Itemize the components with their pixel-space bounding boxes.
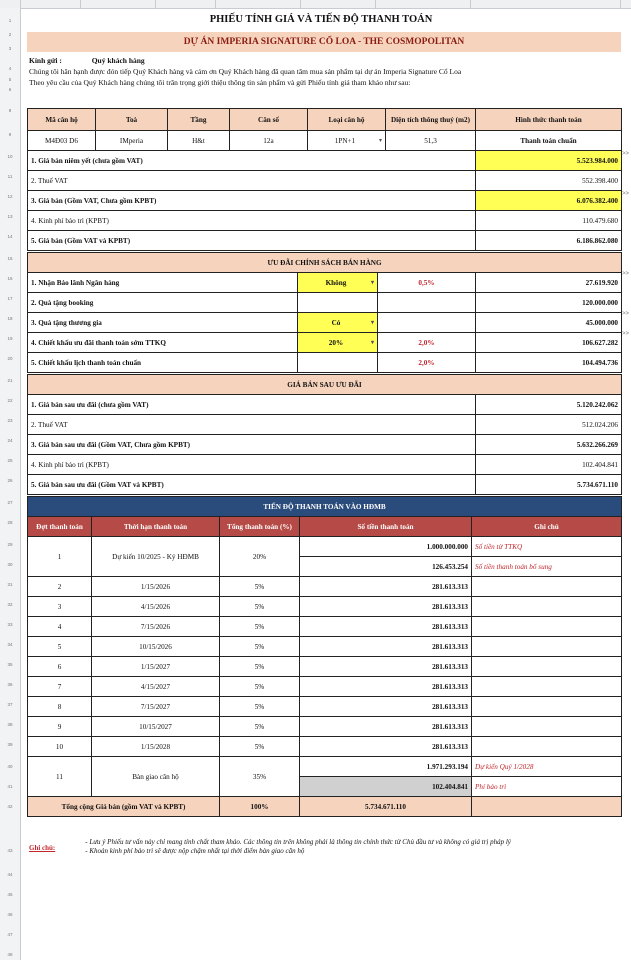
- installment-note: [472, 577, 622, 597]
- price-row: [28, 171, 622, 191]
- unit-code-cell[interactable]: M4Đ03 D6: [28, 131, 96, 151]
- installment-note: Phí bảo trì: [472, 777, 622, 797]
- dropdown-arrow-icon[interactable]: ▾: [370, 339, 374, 346]
- row-number[interactable]: 24: [7, 438, 13, 443]
- price-table: [27, 150, 622, 251]
- discount-row: [28, 273, 622, 293]
- row-number[interactable]: 39: [7, 742, 13, 747]
- schedule-header-cell: Tổng thanh toán (%): [220, 517, 300, 537]
- row-number[interactable]: 1: [8, 18, 12, 23]
- schedule-row: [28, 717, 622, 737]
- schedule-header-cell: Thời hạn thanh toán: [92, 517, 220, 537]
- row-number[interactable]: 9: [8, 132, 12, 137]
- unit-header-cell: Mã căn hộ: [28, 109, 96, 131]
- unit-type-select[interactable]: [308, 131, 386, 151]
- price-value[interactable]: 6.076.382.400: [476, 191, 622, 211]
- unit-header-cell: Hình thức thanh toán: [476, 109, 622, 131]
- installment-amount: 281.613.313: [300, 697, 472, 717]
- row-number[interactable]: 29: [7, 542, 13, 547]
- unit-header-cell: Loại căn hộ: [308, 109, 386, 131]
- row-number[interactable]: 34: [7, 642, 13, 647]
- note-line-2: - Khoản kinh phí bảo trì sẽ được nộp chậm nhất tại thời điểm bàn giao căn hộ: [85, 847, 305, 855]
- installment-term: 7/15/2026: [92, 617, 220, 637]
- discount-row: [28, 353, 622, 373]
- row-number[interactable]: 22: [7, 398, 13, 403]
- installment-note: [472, 657, 622, 677]
- price-row: [28, 211, 622, 231]
- installment-pct: 5%: [220, 677, 300, 697]
- installment-no: 11: [28, 757, 92, 797]
- discount-percent: [378, 313, 476, 333]
- after-discount-row: [28, 475, 622, 495]
- installment-term: 7/15/2027: [92, 697, 220, 717]
- installment-no: 8: [28, 697, 92, 717]
- discount-option-value: Có: [331, 318, 341, 327]
- row-number-gutter: [0, 8, 21, 960]
- after-discount-label: 5. Giá bán sau ưu đãi (Gồm VAT và KPBT): [28, 475, 476, 495]
- greeting-value: Quý khách hàng: [91, 56, 145, 65]
- discount-value: 27.619.920: [476, 273, 622, 293]
- row-number[interactable]: 17: [7, 296, 13, 301]
- installment-term: 10/15/2027: [92, 717, 220, 737]
- unit-header-cell: Toà: [96, 109, 168, 131]
- discount-header-row: [28, 253, 622, 273]
- discount-row: [28, 333, 622, 353]
- page-title: PHIẾU TÍNH GIÁ VÀ TIẾN ĐỘ THANH TOÁN: [209, 14, 433, 25]
- installment-pct: 5%: [220, 717, 300, 737]
- schedule-row: [28, 597, 622, 617]
- after-discount-row: [28, 395, 622, 415]
- price-label: 5. Giá bán (Gồm VAT và KPBT): [28, 231, 476, 251]
- price-value[interactable]: 5.523.984.000: [476, 151, 622, 171]
- schedule-row: [28, 637, 622, 657]
- after-discount-row: [28, 455, 622, 475]
- installment-pct: 20%: [220, 537, 300, 577]
- discount-value: 45.000.000: [476, 313, 622, 333]
- row-number[interactable]: 33: [7, 622, 13, 627]
- installment-note: Số tiền thanh toán bổ sung: [472, 557, 622, 577]
- total-amount: 5.734.671.110: [300, 797, 472, 817]
- installment-pct: 35%: [220, 757, 300, 797]
- installment-pct: 5%: [220, 697, 300, 717]
- installment-term: Dự kiến 10/2025 - Ký HĐMB: [92, 537, 220, 577]
- installment-term: 10/15/2026: [92, 637, 220, 657]
- row-number[interactable]: 46: [7, 912, 13, 917]
- after-header-row: [28, 375, 622, 395]
- discount-label: 5. Chiết khấu lịch thanh toán chuẩn: [28, 353, 298, 373]
- greeting-label: Kính gửi :: [29, 56, 62, 65]
- row-number[interactable]: 23: [7, 418, 13, 423]
- row-number[interactable]: 27: [7, 500, 13, 505]
- installment-amount: 1.000.000.000: [300, 537, 472, 557]
- installment-pct: 5%: [220, 657, 300, 677]
- unit-info-table: [27, 108, 622, 151]
- installment-term: 1/15/2028: [92, 737, 220, 757]
- schedule-row: [28, 697, 622, 717]
- row-number[interactable]: 19: [7, 336, 13, 341]
- after-header: GIÁ BÁN SAU ƯU ĐÃI: [28, 375, 622, 395]
- discount-option-select[interactable]: [298, 313, 378, 333]
- schedule-total-row: [28, 797, 622, 817]
- row-number[interactable]: 5: [8, 77, 12, 82]
- after-discount-label: 1. Giá bán sau ưu đãi (chưa gồm VAT): [28, 395, 476, 415]
- row-number[interactable]: 36: [7, 682, 13, 687]
- row-number[interactable]: 4: [8, 66, 12, 71]
- schedule-title-row: [28, 497, 622, 517]
- after-discount-row: [28, 415, 622, 435]
- schedule-title: TIẾN ĐỘ THANH TOÁN VÀO HĐMB: [28, 497, 622, 517]
- installment-pct: 5%: [220, 737, 300, 757]
- unit-header-cell: Diện tích thông thuỷ (m2): [386, 109, 476, 131]
- installment-pct: 5%: [220, 597, 300, 617]
- unit-value-row: [28, 131, 622, 151]
- after-discount-table: [27, 374, 622, 495]
- schedule-header-cell: Số tiền thanh toán: [300, 517, 472, 537]
- after-discount-label: 3. Giá bán sau ưu đãi (Gồm VAT, Chưa gồm KPBT): [28, 435, 476, 455]
- dropdown-arrow-icon[interactable]: ▾: [370, 279, 374, 286]
- total-note-empty: [472, 797, 622, 817]
- installment-term: 1/15/2026: [92, 577, 220, 597]
- installment-pct: 5%: [220, 637, 300, 657]
- notes-section: [29, 838, 624, 856]
- installment-amount: 281.613.313: [300, 657, 472, 677]
- installment-amount: 281.613.313: [300, 617, 472, 637]
- schedule-row-last-a: [28, 757, 622, 777]
- installment-amount: 1.971.293.194: [300, 757, 472, 777]
- side-arrow: >>: [622, 331, 630, 337]
- installment-pct: 5%: [220, 617, 300, 637]
- installment-note: [472, 677, 622, 697]
- installment-amount: 281.613.313: [300, 597, 472, 617]
- installment-no: 3: [28, 597, 92, 617]
- payment-schedule-table: [27, 496, 622, 817]
- row-number[interactable]: 35: [7, 662, 13, 667]
- dropdown-arrow-icon[interactable]: ▾: [378, 137, 382, 144]
- row-number[interactable]: 20: [7, 356, 13, 361]
- installment-term: Bàn giao căn hộ: [92, 757, 220, 797]
- row-number[interactable]: 16: [7, 276, 13, 281]
- row-number[interactable]: 42: [7, 804, 13, 809]
- discount-percent: [378, 293, 476, 313]
- row-number[interactable]: 31: [7, 582, 13, 587]
- unit-header-cell: Căn số: [230, 109, 308, 131]
- after-discount-label: 4. Kinh phí bảo trì (KPBT): [28, 455, 476, 475]
- side-arrow: >>: [622, 311, 630, 317]
- installment-amount: 281.613.313: [300, 677, 472, 697]
- row-number[interactable]: 40: [7, 764, 13, 769]
- installment-no: 1: [28, 537, 92, 577]
- row-number[interactable]: 15: [7, 256, 13, 261]
- price-value[interactable]: 6.186.862.080: [476, 231, 622, 251]
- installment-term: 1/15/2027: [92, 657, 220, 677]
- discount-table: [27, 252, 622, 373]
- installment-term: 4/15/2026: [92, 597, 220, 617]
- spreadsheet: [21, 8, 631, 960]
- row-number[interactable]: 41: [7, 784, 13, 789]
- row-number[interactable]: 21: [7, 378, 13, 383]
- discount-option-value: 20%: [328, 338, 344, 347]
- discount-row: [28, 313, 622, 333]
- discount-option-select[interactable]: [298, 273, 378, 293]
- side-arrow: >>: [622, 151, 630, 157]
- installment-amount: 281.613.313: [300, 737, 472, 757]
- intro-line-1: Chúng tôi hân hạnh được đón tiếp Quý Khách hàng và cảm ơn Quý Khách hàng đã quan tâm mua sản phẩm tại dự án Imperia Signature Cổ Loa: [29, 67, 462, 76]
- after-discount-value: 5.632.266.269: [476, 435, 622, 455]
- discount-option-empty: [298, 353, 378, 373]
- installment-no: 5: [28, 637, 92, 657]
- intro-line-2: Theo yêu cầu của Quý Khách hàng chúng tôi trân trọng giới thiệu thông tin sản phẩm và gửi Phiếu tính giá tham khảo như sau:: [29, 78, 411, 87]
- schedule-row: [28, 677, 622, 697]
- row-number[interactable]: 30: [7, 562, 13, 567]
- price-row: [28, 151, 622, 171]
- total-pct: 100%: [220, 797, 300, 817]
- discount-option-empty: [298, 293, 378, 313]
- after-discount-label: 2. Thuế VAT: [28, 415, 476, 435]
- installment-note: [472, 697, 622, 717]
- installment-amount: 102.404.841: [300, 777, 472, 797]
- row-number[interactable]: 11: [7, 174, 13, 179]
- row-number[interactable]: 3: [8, 46, 12, 51]
- total-label: Tổng cộng Giá bán (gồm VAT và KPBT): [28, 797, 220, 817]
- installment-no: 7: [28, 677, 92, 697]
- price-label: 1. Giá bán niêm yết (chưa gồm VAT): [28, 151, 476, 171]
- row-number[interactable]: 32: [7, 602, 13, 607]
- installment-amount: 126.453.254: [300, 557, 472, 577]
- installment-note: [472, 617, 622, 637]
- discount-option-value: Không: [325, 278, 347, 287]
- unit-header-row: [28, 109, 622, 131]
- row-number[interactable]: 38: [7, 722, 13, 727]
- row-number[interactable]: 10: [7, 154, 13, 159]
- greeting-line: [29, 56, 145, 65]
- payment-method-cell[interactable]: Thanh toán chuẩn: [476, 131, 622, 151]
- row-number[interactable]: 12: [7, 194, 13, 199]
- row-number[interactable]: 44: [7, 872, 13, 877]
- installment-amount: 281.613.313: [300, 637, 472, 657]
- installment-note: [472, 717, 622, 737]
- installment-no: 2: [28, 577, 92, 597]
- installment-amount: 281.613.313: [300, 717, 472, 737]
- row-number[interactable]: 6: [8, 87, 12, 92]
- row-number[interactable]: 48: [7, 952, 13, 957]
- side-arrow: >>: [622, 191, 630, 197]
- row-number[interactable]: 26: [7, 478, 13, 483]
- installment-amount: 281.613.313: [300, 577, 472, 597]
- schedule-header-row: [28, 517, 622, 537]
- row-number[interactable]: 28: [7, 520, 13, 525]
- installment-no: 6: [28, 657, 92, 677]
- installment-no: 10: [28, 737, 92, 757]
- row-number[interactable]: 13: [7, 214, 13, 219]
- after-discount-value: 102.404.841: [476, 455, 622, 475]
- schedule-row: [28, 617, 622, 637]
- installment-note: [472, 637, 622, 657]
- after-discount-row: [28, 435, 622, 455]
- discount-row: [28, 293, 622, 313]
- installment-note: [472, 737, 622, 757]
- after-discount-value: 5.120.242.062: [476, 395, 622, 415]
- price-label: 3. Giá bán (Gồm VAT, Chưa gồm KPBT): [28, 191, 476, 211]
- side-arrow: >>: [622, 271, 630, 277]
- row-number[interactable]: 47: [7, 932, 13, 937]
- discount-percent: 2,0%: [378, 333, 476, 353]
- unit-floor-cell[interactable]: H&t: [168, 131, 230, 151]
- schedule-row: [28, 577, 622, 597]
- schedule-header-cell: Đợt thanh toán: [28, 517, 92, 537]
- notes-label: Ghi chú:: [29, 844, 56, 852]
- price-label: 2. Thuế VAT: [28, 171, 476, 191]
- installment-no: 4: [28, 617, 92, 637]
- discount-label: 3. Quà tặng thương gia: [28, 313, 298, 333]
- discount-value: 106.627.282: [476, 333, 622, 353]
- row-number[interactable]: 37: [7, 702, 13, 707]
- row-number[interactable]: 18: [7, 316, 13, 321]
- row-number[interactable]: 43: [7, 848, 13, 853]
- row-number[interactable]: 8: [8, 108, 12, 113]
- discount-label: 1. Nhận Bảo lãnh Ngân hàng: [28, 273, 298, 293]
- dropdown-arrow-icon[interactable]: ▾: [370, 319, 374, 326]
- note-line-1: - Lưu ý Phiếu tư vấn này chỉ mang tính chất tham khảo. Các thông tin trên không phải là thông tin chính thức từ Chủ đầu tư và không có giá trị pháp lý: [85, 838, 511, 846]
- discount-percent: 0,5%: [378, 273, 476, 293]
- unit-header-cell: Tầng: [168, 109, 230, 131]
- schedule-row: [28, 657, 622, 677]
- project-name: DỰ ÁN IMPERIA SIGNATURE CỔ LOA - THE COSMOPOLITAN: [27, 32, 621, 52]
- price-value[interactable]: 552.398.400: [476, 171, 622, 191]
- unit-number-cell[interactable]: 12a: [230, 131, 308, 151]
- installment-pct: 5%: [220, 577, 300, 597]
- discount-option-select[interactable]: [298, 333, 378, 353]
- discount-value: 104.494.736: [476, 353, 622, 373]
- discount-label: 2. Quà tặng booking: [28, 293, 298, 313]
- discount-value: 120.000.000: [476, 293, 622, 313]
- after-discount-value: 512.024.206: [476, 415, 622, 435]
- unit-tower-cell[interactable]: IMperia: [96, 131, 168, 151]
- row-number[interactable]: 45: [7, 892, 13, 897]
- discount-header: ƯU ĐÃI CHÍNH SÁCH BÁN HÀNG: [28, 253, 622, 273]
- installment-note: Dự kiến Quý 1/2028: [472, 757, 622, 777]
- row-number[interactable]: 2: [8, 32, 12, 37]
- schedule-header-cell: Ghi chú: [472, 517, 622, 537]
- price-row: [28, 231, 622, 251]
- unit-area-cell[interactable]: 51,3: [386, 131, 476, 151]
- price-label: 4. Kinh phí bảo trì (KPBT): [28, 211, 476, 231]
- installment-term: 4/15/2027: [92, 677, 220, 697]
- discount-percent: 2,0%: [378, 353, 476, 373]
- row-number[interactable]: 25: [7, 458, 13, 463]
- schedule-row: [28, 737, 622, 757]
- after-discount-value: 5.734.671.110: [476, 475, 622, 495]
- schedule-row-first-a: [28, 537, 622, 557]
- unit-type-value: 1PN+1: [334, 136, 356, 145]
- price-value[interactable]: 110.479.680: [476, 211, 622, 231]
- installment-note: Số tiền từ TTKQ: [472, 537, 622, 557]
- installment-note: [472, 597, 622, 617]
- price-row: [28, 191, 622, 211]
- installment-no: 9: [28, 717, 92, 737]
- discount-label: 4. Chiết khấu ưu đãi thanh toán sớm TTKQ: [28, 333, 298, 353]
- row-number[interactable]: 14: [7, 234, 13, 239]
